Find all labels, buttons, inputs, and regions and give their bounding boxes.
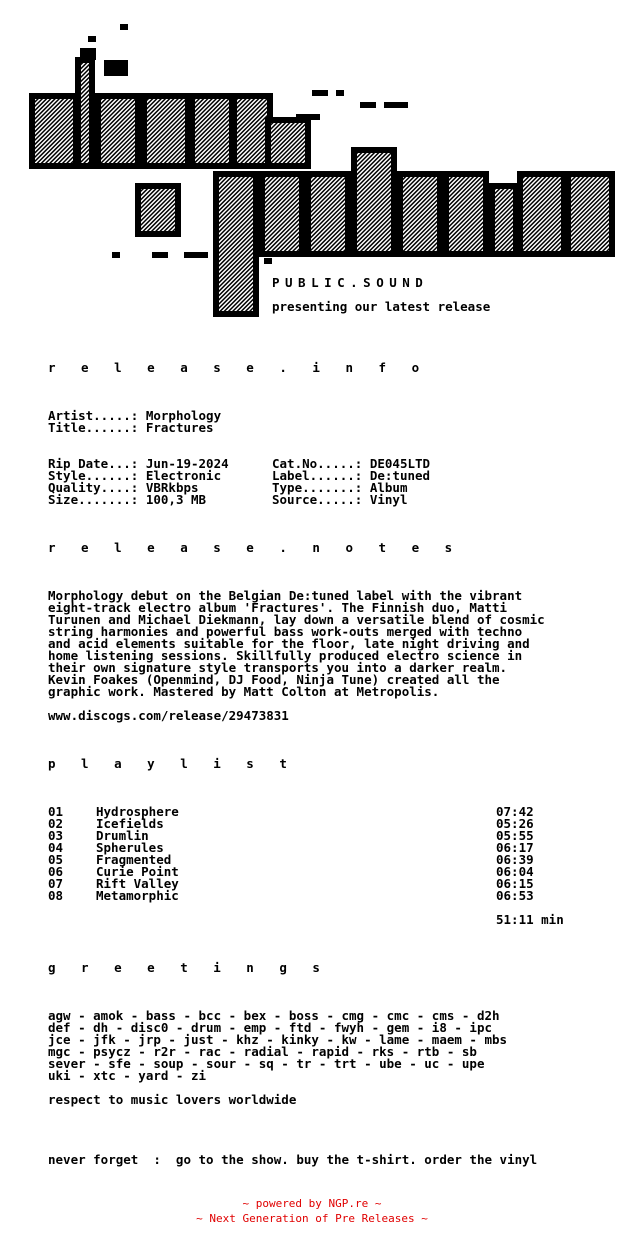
notes-line: Morphology debut on the Belgian De:tuned label with the vibrant [48, 588, 523, 603]
section-heading-notes: r e l e a s e . n o t e s [48, 540, 462, 555]
track-row: 01 Hydrosphere 07:42 [48, 804, 534, 819]
greetings-line: agw - amok - bass - bcc - bex - boss - cmg - cmc - cms - d2h [48, 1008, 500, 1023]
never-forget-line: never forget : go to the show. buy the t-shirt. order the vinyl [48, 1152, 538, 1167]
section-heading-playlist: p l a y l i s t [48, 756, 296, 771]
notes-line: home listening sessions. Skillfully produced electro science in [48, 648, 523, 663]
greetings-line: sever - sfe - soup - sour - sq - tr - trt - ube - uc - upe [48, 1056, 485, 1071]
type-row: Type.......: Album [272, 480, 408, 495]
track-row: 05 Fragmented 06:39 [48, 852, 534, 867]
total-time: 51:11 min [496, 912, 564, 927]
group-name: PUBLIC.SOUND [272, 275, 429, 290]
notes-line: Turunen and Michael Diekmann, lay down a versatile blend of cosmic [48, 612, 545, 627]
artist-value: Morphology [145, 408, 222, 423]
track-row: 04 Spherules 06:17 [48, 840, 534, 855]
respect-line: respect to music lovers worldwide [48, 1092, 297, 1107]
greetings-line: def - dh - disc0 - drum - emp - ftd - fwyh - gem - i8 - ipc [48, 1020, 493, 1035]
notes-line: graphic work. Mastered by Matt Colton at Metropolis. [48, 684, 440, 699]
title-value: Fractures [145, 420, 214, 435]
style-row: Style......: Electronic [48, 468, 222, 483]
discogs-link[interactable]: www.discogs.com/release/29473831 [48, 708, 289, 723]
section-heading-info: r e l e a s e . i n f o [48, 360, 429, 375]
notes-line: their own signature style transports you into a darker realm. [48, 660, 508, 675]
notes-line: eight-track electro album 'Fractures'. The Finnish duo, Matti [48, 600, 508, 615]
catno-row: Cat.No.....: DE045LTD [272, 456, 431, 471]
greetings-line: uki - xtc - yard - zi [48, 1068, 207, 1083]
section-heading-greetings: g r e e t i n g s [48, 960, 329, 975]
source-row: Source.....: Vinyl [272, 492, 408, 507]
presenting-line: presenting our latest release [272, 299, 491, 314]
footer-powered-by[interactable]: ~ powered by NGP.re ~ [242, 1197, 382, 1210]
footer-tagline: ~ Next Generation of Pre Releases ~ [196, 1212, 428, 1225]
notes-line: Kevin Foakes (Openmind, DJ Food, Ninja Tune) created all the [48, 672, 500, 687]
notes-line: string harmonies and powerful bass work-outs merged with techno [48, 624, 523, 639]
track-row: 06 Curie Point 06:04 [48, 864, 534, 879]
artist-row: Artist.....: Morphology [48, 408, 222, 423]
track-row: 07 Rift Valley 06:15 [48, 876, 534, 891]
track-row: 02 Icefields 05:26 [48, 816, 534, 831]
size-row: Size.......: 100,3 MB [48, 492, 207, 507]
rip-date-row: Rip Date...: Jun-19-2024 [48, 456, 229, 471]
greetings-line: jce - jfk - jrp - just - khz - kinky - kw - lame - maem - mbs [48, 1032, 508, 1047]
title-row: Title......: Fractures [48, 420, 214, 435]
track-row: 03 Drumlin 05:55 [48, 828, 534, 843]
label-row: Label......: De:tuned [272, 468, 431, 483]
quality-row: Quality....: VBRkbps [48, 480, 199, 495]
greetings-line: mgc - psycz - r2r - rac - radial - rapid - rks - rtb - sb [48, 1044, 477, 1059]
track-row: 08 Metamorphic 06:53 [48, 888, 534, 903]
notes-line: and acid elements suitable for the floor, late night driving and [48, 636, 530, 651]
